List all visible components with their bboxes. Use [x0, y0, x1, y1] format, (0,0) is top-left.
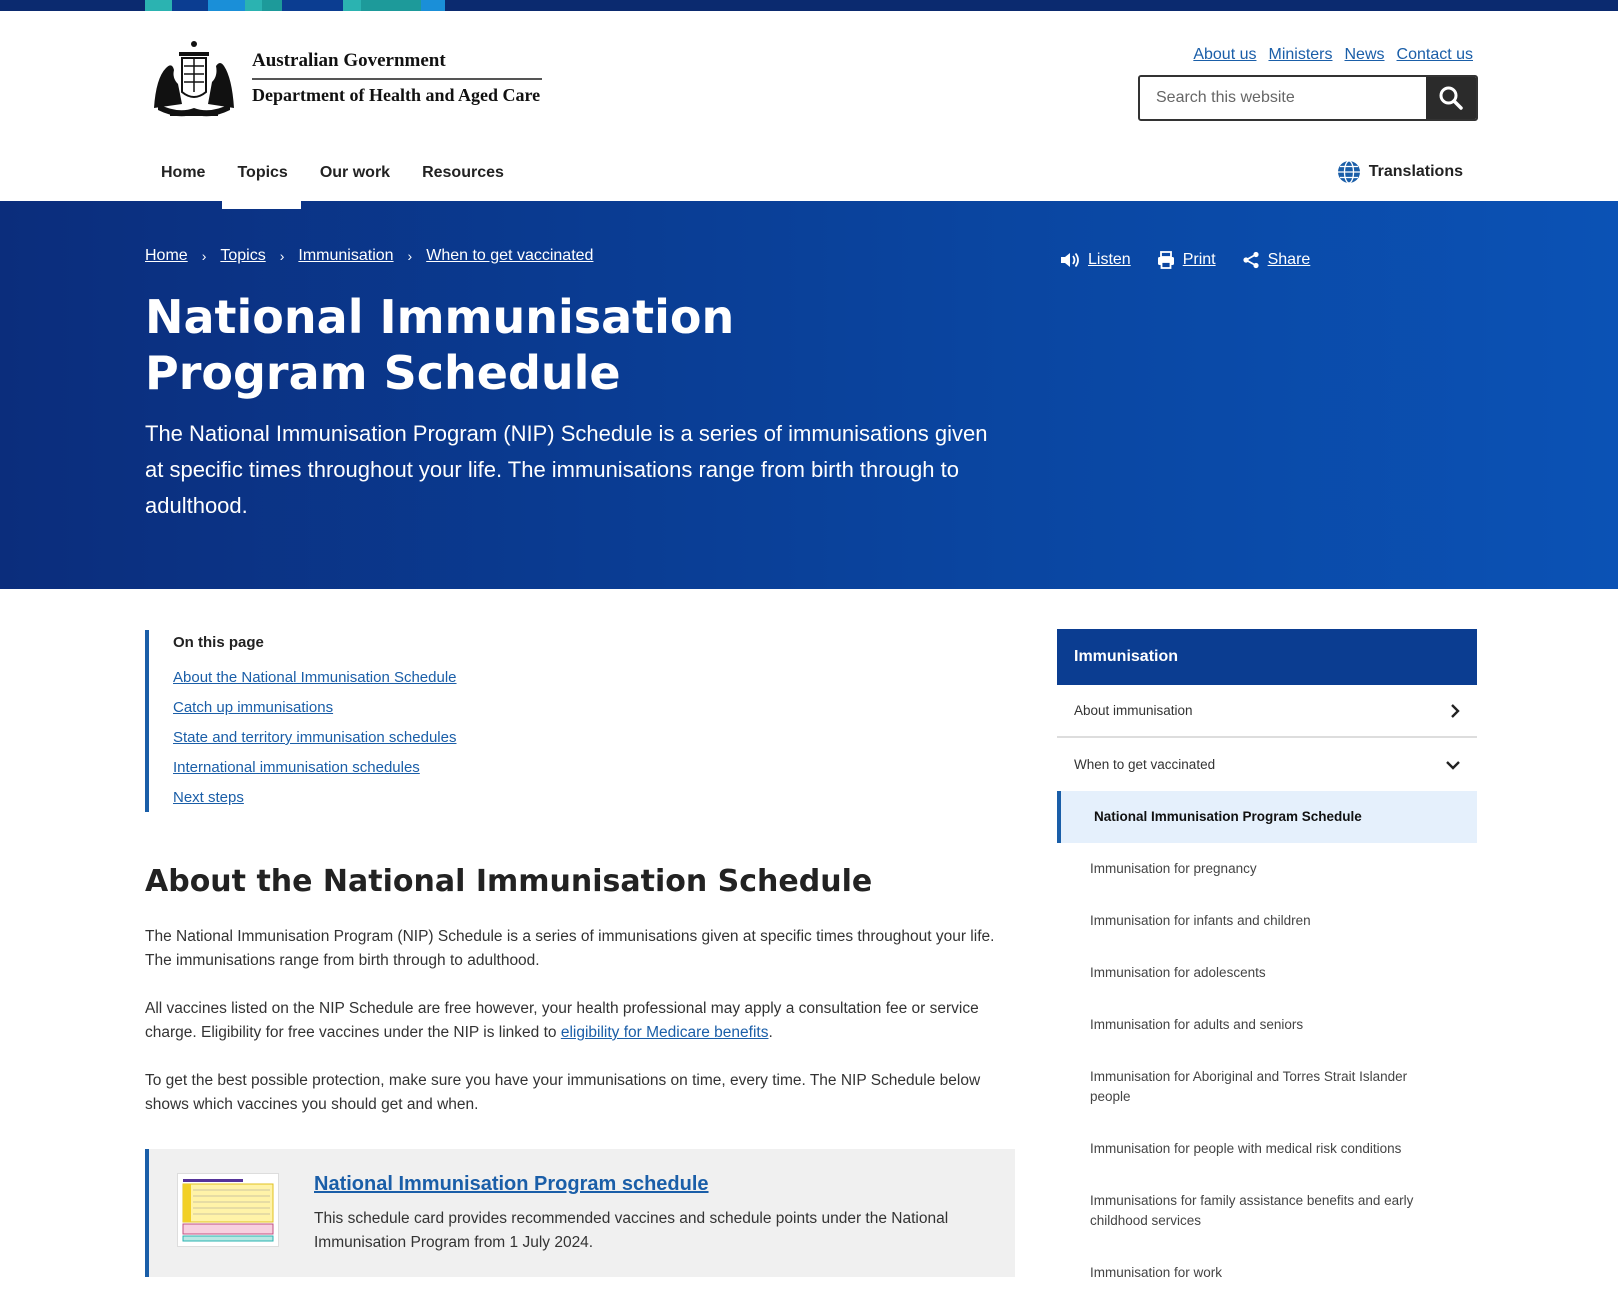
otp-link-about[interactable]: About the National Immunisation Schedule: [173, 669, 457, 686]
sidebar-subitem-pregnancy[interactable]: Immunisation for pregnancy: [1090, 861, 1257, 876]
listen-label: Listen: [1088, 251, 1131, 268]
chevron-right-icon: ›: [407, 248, 413, 264]
nav-topics[interactable]: Topics: [221, 155, 303, 208]
share-icon: [1242, 251, 1260, 269]
nav-our-work[interactable]: Our work: [319, 164, 391, 181]
page-intro: The National Immunisation Program (NIP) Schedule is a series of immunisations given at specific times throughout your life. The immunisations range from birth through to adulthood.: [145, 421, 988, 518]
share-label: Share: [1267, 251, 1311, 268]
ministers-link[interactable]: Ministers: [1268, 46, 1333, 63]
main-content: [145, 630, 1015, 1277]
print-button[interactable]: [1157, 251, 1216, 269]
logo-line-2: Department of Health and Aged Care: [252, 85, 541, 105]
schedule-card-link[interactable]: National Immunisation Program schedule: [314, 1173, 709, 1195]
chevron-down-icon: [1445, 759, 1461, 771]
sidebar-subitem-work[interactable]: Immunisation for work: [1090, 1265, 1223, 1280]
print-label: Print: [1182, 251, 1216, 268]
listen-button[interactable]: [1060, 251, 1131, 269]
sidebar-subitem-current[interactable]: National Immunisation Program Schedule: [1057, 791, 1477, 843]
chevron-right-icon: [1449, 704, 1461, 718]
paragraph-2-end: .: [768, 1024, 773, 1041]
news-link[interactable]: News: [1344, 46, 1385, 63]
breadcrumb: [145, 247, 593, 265]
section-heading: About the National Immunisation Schedule: [145, 864, 873, 899]
sidebar-item-label: When to get vaccinated: [1074, 757, 1216, 772]
sidebar-subitem-family-assistance[interactable]: Immunisations for family assistance benefits and early childhood services: [1090, 1193, 1414, 1228]
share-button[interactable]: [1242, 251, 1311, 269]
otp-link-next-steps[interactable]: Next steps: [173, 789, 244, 806]
breadcrumb-home[interactable]: Home: [145, 247, 188, 264]
sidebar-subitem-adolescents[interactable]: Immunisation for adolescents: [1090, 965, 1266, 980]
sidebar-item-label: About immunisation: [1074, 703, 1193, 718]
page-title: National Immunisation Program Schedule: [145, 290, 735, 400]
contact-us-link[interactable]: Contact us: [1396, 46, 1473, 63]
paragraph-3: To get the best possible protection, make sure you have your immunisations on time, every time. The NIP Schedule below shows which vaccines you should get and when.: [145, 1072, 981, 1113]
paragraph-1: The National Immunisation Program (NIP) Schedule is a series of immunisations given at specific times throughout your life. The immunisations range from birth through to adulthood.: [145, 928, 995, 969]
speaker-icon: [1060, 251, 1080, 269]
section-sidebar: [1057, 629, 1477, 1299]
sidebar-subitem-infants[interactable]: Immunisation for infants and children: [1090, 913, 1311, 928]
logo-line-1: Australian Government: [252, 50, 542, 80]
utility-links: [1193, 46, 1473, 64]
on-this-page: [145, 630, 1015, 812]
document-thumbnail-icon: [178, 1174, 278, 1246]
sidebar-subitem-adults[interactable]: Immunisation for adults and seniors: [1090, 1017, 1304, 1032]
globe-icon: [1337, 160, 1361, 184]
sidebar-item-about-immunisation[interactable]: [1057, 685, 1477, 738]
sidebar-subitem-aboriginal[interactable]: Immunisation for Aboriginal and Torres Strait Islander people: [1090, 1069, 1408, 1104]
search-icon: [1438, 85, 1464, 111]
search-input[interactable]: [1140, 77, 1426, 119]
on-this-page-title: On this page: [173, 634, 264, 651]
government-logo[interactable]: [144, 35, 549, 121]
hero-banner: [0, 201, 1618, 589]
otp-link-state-territory[interactable]: State and territory immunisation schedules: [173, 729, 457, 746]
about-us-link[interactable]: About us: [1193, 46, 1257, 63]
paragraph-2: [145, 997, 1015, 1045]
medicare-eligibility-link[interactable]: eligibility for Medicare benefits: [560, 1024, 769, 1041]
breadcrumb-topics[interactable]: Topics: [220, 247, 266, 264]
page-actions: [1060, 251, 1310, 269]
otp-link-catch-up[interactable]: Catch up immunisations: [173, 699, 334, 716]
breadcrumb-immunisation[interactable]: Immunisation: [298, 247, 394, 264]
schedule-thumbnail[interactable]: [177, 1173, 279, 1247]
breadcrumb-when-to-get-vaccinated[interactable]: When to get vaccinated: [426, 247, 594, 264]
nav-resources[interactable]: Resources: [422, 164, 504, 181]
site-header: [0, 11, 1618, 141]
printer-icon: [1157, 251, 1175, 269]
coat-of-arms-icon: [144, 38, 244, 118]
sidebar-heading[interactable]: Immunisation: [1057, 629, 1477, 685]
chevron-right-icon: ›: [201, 248, 207, 264]
nav-home[interactable]: Home: [161, 164, 206, 181]
active-nav-indicator: [222, 201, 301, 209]
chevron-right-icon: ›: [279, 248, 285, 264]
otp-link-international[interactable]: International immunisation schedules: [173, 759, 420, 776]
schedule-card: [145, 1149, 1015, 1277]
schedule-card-description: This schedule card provides recommended vaccines and schedule points under the National Immunisation Program from 1 July 2024.: [314, 1210, 949, 1251]
top-color-stripe: [0, 0, 1618, 11]
search-button[interactable]: [1426, 77, 1476, 119]
search-box: [1138, 75, 1478, 121]
translations-button[interactable]: [1337, 160, 1463, 184]
sidebar-subitem-medical-risk[interactable]: Immunisation for people with medical risk conditions: [1090, 1141, 1402, 1156]
translations-label: Translations: [1368, 163, 1463, 180]
paragraph-2-text: All vaccines listed on the NIP Schedule are free however, your health professional may apply a consultation fee or service charge. Eligibility for free vaccines under the NIP is linked to: [145, 1000, 979, 1041]
sidebar-item-when-to-get-vaccinated[interactable]: [1057, 738, 1477, 791]
